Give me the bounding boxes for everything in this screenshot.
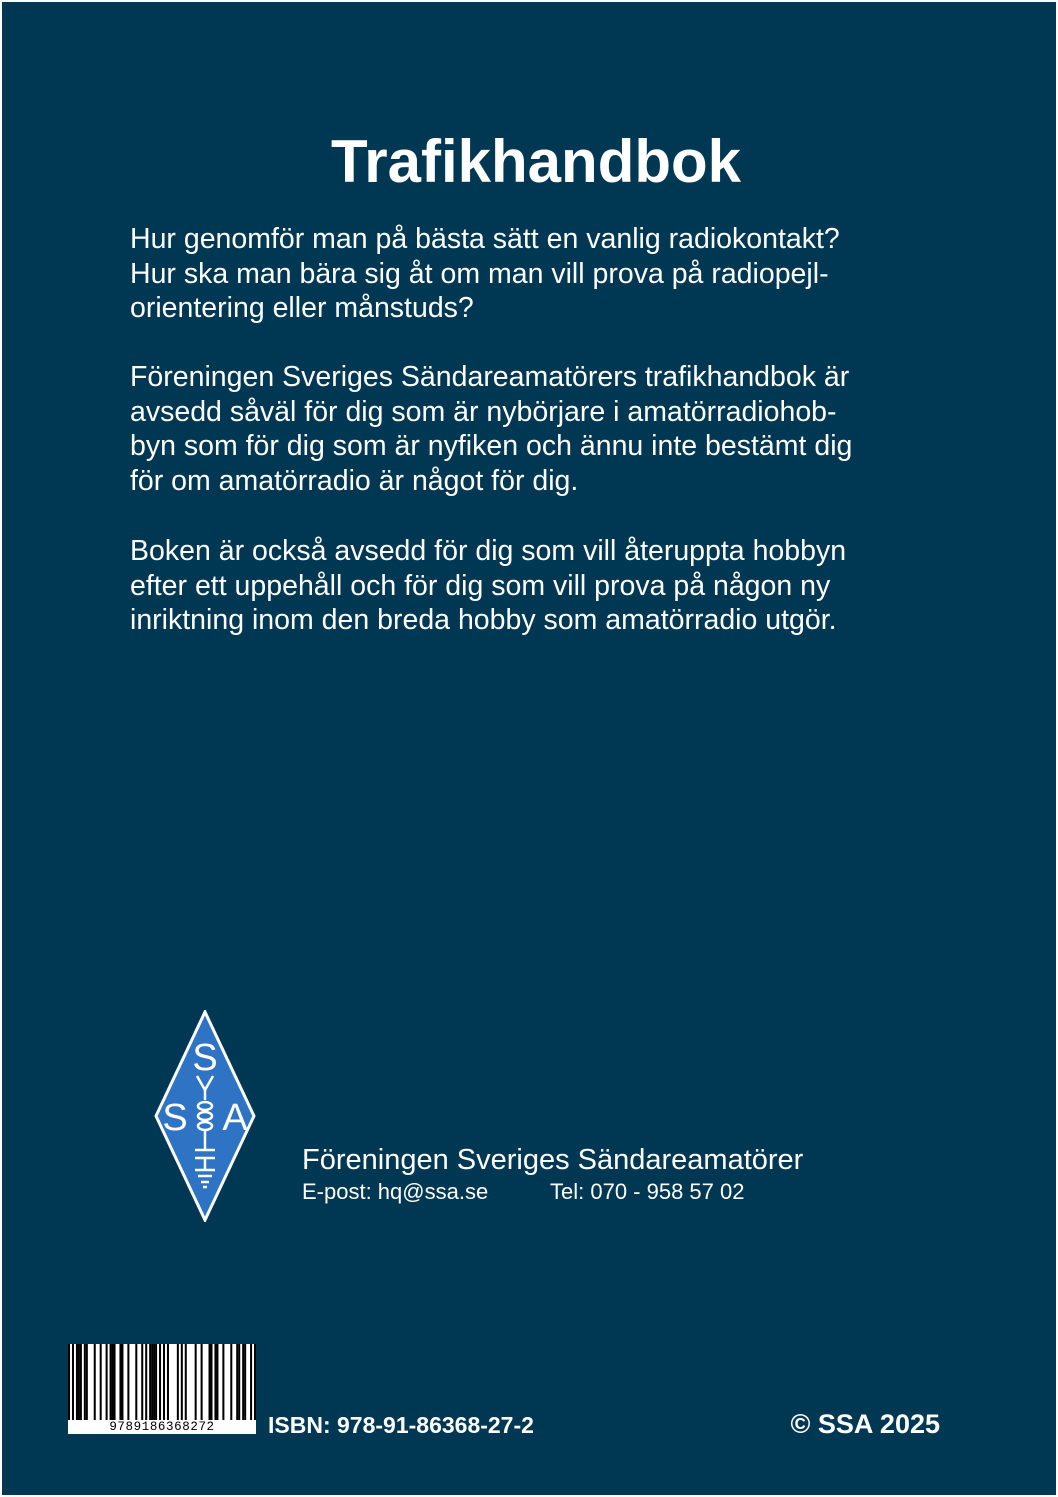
barcode-bar: [216, 1344, 218, 1420]
copyright-notice: © SSA 2025: [790, 1409, 940, 1439]
barcode-bar: [68, 1344, 70, 1420]
barcode-bar: [145, 1344, 147, 1420]
barcode-bar: [114, 1344, 116, 1420]
barcode-digits: 9789186368272: [68, 1420, 256, 1434]
barcode-bar: [155, 1344, 157, 1420]
barcode-bar: [238, 1344, 240, 1420]
barcode-bar: [153, 1344, 155, 1420]
barcode-bar: [78, 1344, 80, 1420]
barcode-bar: [254, 1344, 256, 1420]
barcode-bar: [76, 1344, 78, 1420]
barcode-bar: [236, 1344, 238, 1420]
intro-paragraph: Hur genomför man på bästa sätt en vanlig radiokontakt? Hur ska man bära sig åt om man vill prova på radiopejl- orientering eller månstuds?: [130, 223, 840, 325]
barcode-bar: [163, 1344, 165, 1420]
barcode-bar: [135, 1344, 137, 1420]
barcode-bar: [210, 1344, 212, 1420]
barcode-bar: [127, 1344, 129, 1420]
audience-paragraph: Boken är också avsedd för dig som vill återuppta hobbyn efter ett uppehåll och för dig som vill prova på någon ny inriktning inom den breda hobby som amatörradio utgör.: [130, 535, 847, 637]
barcode-bar: [222, 1344, 224, 1420]
barcode-bar: [84, 1344, 86, 1420]
barcode-bar: [141, 1344, 143, 1420]
barcode-bar: [121, 1344, 123, 1420]
isbn-barcode: [68, 1344, 256, 1434]
barcode-bar: [72, 1344, 74, 1420]
barcode-bar: [112, 1344, 114, 1420]
back-cover: [2, 2, 1056, 1495]
barcode-bar: [119, 1344, 121, 1420]
svg-text:A: A: [222, 1097, 248, 1139]
barcode-bar: [100, 1344, 102, 1420]
barcode-bar: [177, 1344, 179, 1420]
barcode-bar: [250, 1344, 252, 1420]
svg-text:S: S: [192, 1037, 218, 1079]
barcode-bar: [209, 1344, 211, 1420]
barcode-bar: [159, 1344, 161, 1420]
barcode-bar: [167, 1344, 169, 1420]
barcode-bar: [181, 1344, 183, 1420]
barcode-bar: [80, 1344, 82, 1420]
barcode-bar: [201, 1344, 203, 1420]
ssa-diamond-logo-icon: [154, 1010, 256, 1222]
contact-email[interactable]: E-post: hq@ssa.se: [302, 1179, 489, 1204]
barcode-bar: [230, 1344, 232, 1420]
barcode-bar: [242, 1344, 244, 1420]
barcode-bar: [195, 1344, 197, 1420]
barcode-bar: [149, 1344, 151, 1420]
barcode-bar: [94, 1344, 96, 1420]
description-paragraph: Föreningen Sveriges Sändareamatörers trafikhandbok är avsedd såväl för dig som är nybörjare i amatörradiohob- byn som för dig som är nyfiken och ännu inte bestämt dig för om amatörradio är något för dig.: [130, 361, 853, 497]
organization-name: Föreningen Sveriges Sändareamatörer: [302, 1144, 804, 1176]
barcode-bar: [86, 1344, 88, 1420]
isbn-number: ISBN: 978-91-86368-27-2: [268, 1412, 534, 1438]
contact-phone: Tel: 070 - 958 57 02: [550, 1179, 745, 1204]
barcode-bar: [110, 1344, 112, 1420]
barcode-bar: [244, 1344, 246, 1420]
barcode-bar: [185, 1344, 187, 1420]
barcode-bar: [106, 1344, 108, 1420]
svg-text:S: S: [162, 1097, 188, 1139]
barcode-bar: [214, 1344, 216, 1420]
book-title: Trafikhandbok: [330, 128, 742, 195]
barcode-bar: [151, 1344, 153, 1420]
